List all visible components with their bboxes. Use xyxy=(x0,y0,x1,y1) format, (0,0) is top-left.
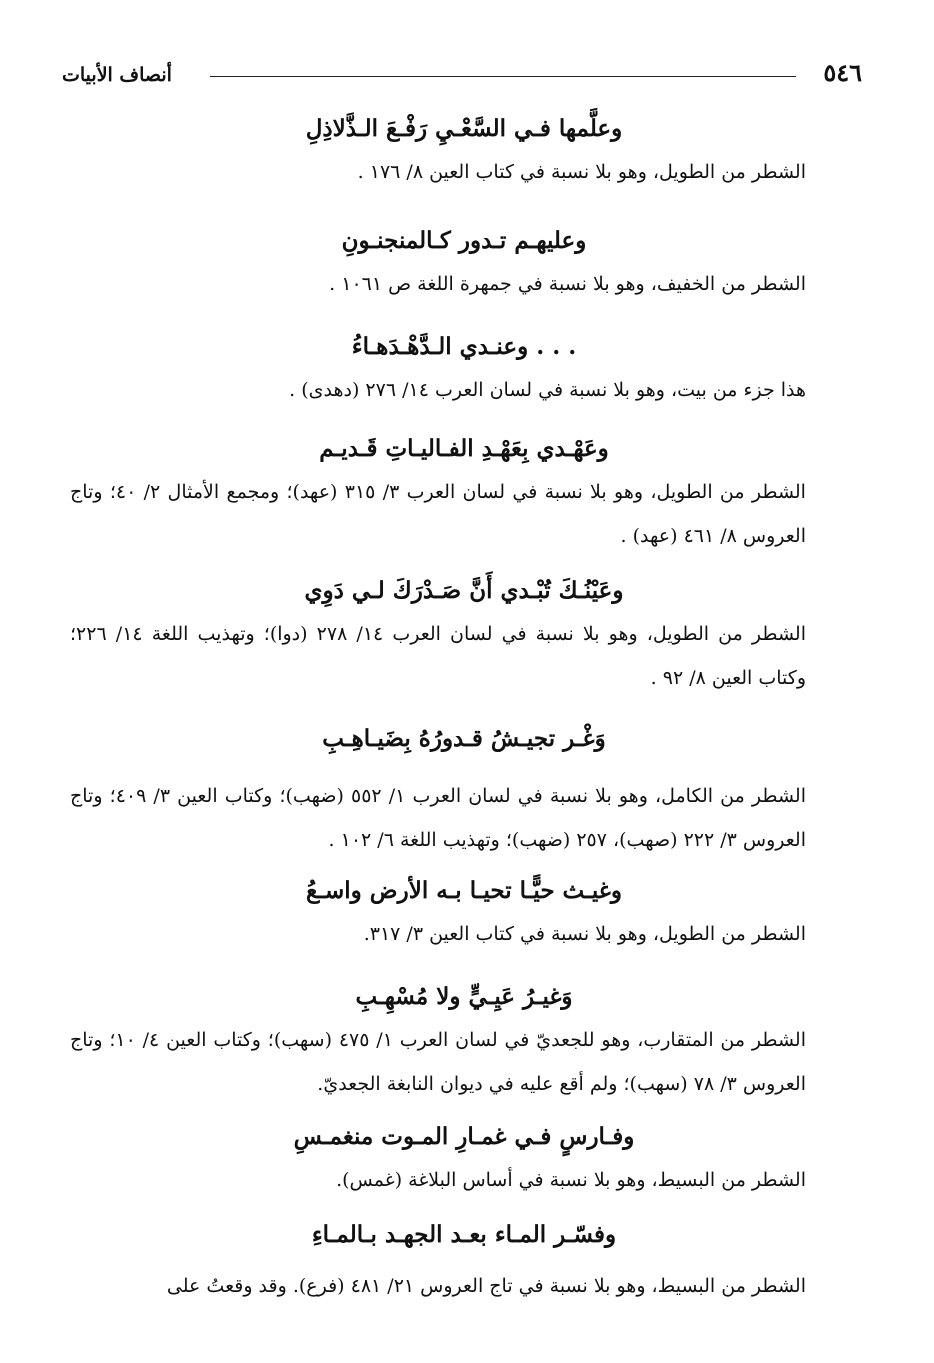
verse-note: الشطر من البسيط، وهو بلا نسبة في تاج العروس ٢١/ ٤٨١ (فرع). وقد وقعتُ على xyxy=(166,1275,806,1297)
verse-entry-9 xyxy=(70,1116,818,1202)
verse-note: الشطر من البسيط، وهو بلا نسبة في أساس البلاغة (غمس). xyxy=(336,1169,806,1191)
verse-entry-3 xyxy=(70,326,818,412)
verse-note: الشطر من الطويل، وهو بلا نسبة في كتاب العين ٣/ ٣١٧. xyxy=(363,923,806,945)
verse-note: الشطر من الطويل، وهو بلا نسبة في لسان العرب ١٤/ ٢٧٨ (دوا)؛ وتهذيب اللغة ١٤/ ٢٢٦؛ وكتاب العين ٨/ ٩٢ . xyxy=(70,623,806,689)
verse-line: وعلَّمها فـي السَّعْـيِ رَفْـعَ الـذَّلاذِلِ xyxy=(305,115,623,142)
verse-note: هذا جزء من بيت، وهو بلا نسبة في لسان العرب ١٤/ ٢٧٦ (دهدى) . xyxy=(289,379,806,401)
verse-line: وعَهْـدي بِعَهْـدِ الفـاليـاتِ قَـديـم xyxy=(319,435,609,462)
verse-note: الشطر من المتقارب، وهو للجعديّ في لسان العرب ١/ ٤٧٥ (سهب)؛ وكتاب العين ٤/ ١٠؛ وتاج العروس ٣/ ٧٨ (سهب)؛ ولم أقع عليه في ديوان النابغة الجعديّ. xyxy=(70,1029,806,1095)
verse-entry-10 xyxy=(70,1214,818,1308)
verse-note: الشطر من الطويل، وهو بلا نسبة في كتاب العين ٨/ ١٧٦ . xyxy=(357,161,806,183)
verse-entry-4 xyxy=(70,428,818,558)
verse-line: . . . وعنـدي الـدَّهْـدَهـاءُ xyxy=(351,333,577,360)
section-title: أنصاف الأبيات xyxy=(62,64,172,86)
verse-line: وعَيْنُـكَ تُبْـدي أَنَّ صَـدْرَكَ لـي دَوِي xyxy=(304,577,624,604)
verse-line: وعليهـم تـدور كـالمنجنـونِ xyxy=(341,227,587,254)
verse-note: الشطر من الطويل، وهو بلا نسبة في لسان العرب ٣/ ٣١٥ (عهد)؛ ومجمع الأمثال ٢/ ٤٠؛ وتاج العروس ٨/ ٤٦١ (عهد) . xyxy=(70,481,806,547)
verse-line: وَغْـر تجيـشُ قـدورُهُ بِضَيـاهِـبِ xyxy=(322,725,606,752)
page-number: ٥٤٦ xyxy=(823,58,862,87)
verse-line: وَغيـرُ عَيِـيٍّ ولا مُسْهِـبِ xyxy=(355,983,573,1010)
verse-entry-2 xyxy=(70,220,818,306)
verse-entry-5 xyxy=(70,570,818,700)
verse-entry-8 xyxy=(70,976,818,1106)
verse-note: الشطر من الخفيف، وهو بلا نسبة في جمهرة اللغة ص ١٠٦١ . xyxy=(329,273,806,295)
verse-line: وفسّـر المـاء بعـد الجهـد بـالمـاءِ xyxy=(311,1221,617,1248)
verse-entry-1 xyxy=(70,108,818,194)
verse-entry-6 xyxy=(70,718,818,862)
verse-entry-7 xyxy=(70,870,818,956)
verse-line: وغيـث حيًّـا تحيـا بـه الأرض واسـعُ xyxy=(306,877,622,904)
header-divider xyxy=(210,76,796,77)
page-header xyxy=(62,58,862,92)
verse-line: وفـارسٍ فـي غمـارِ المـوت منغمـسِ xyxy=(293,1123,635,1150)
verse-note: الشطر من الكامل، وهو بلا نسبة في لسان العرب ١/ ٥٥٢ (ضهب)؛ وكتاب العين ٣/ ٤٠٩؛ وتاج العروس ٣/ ٢٢٢ (صهب)، ٢٥٧ (ضهب)؛ وتهذيب اللغة ٦/ ١٠٢ . xyxy=(70,785,806,851)
